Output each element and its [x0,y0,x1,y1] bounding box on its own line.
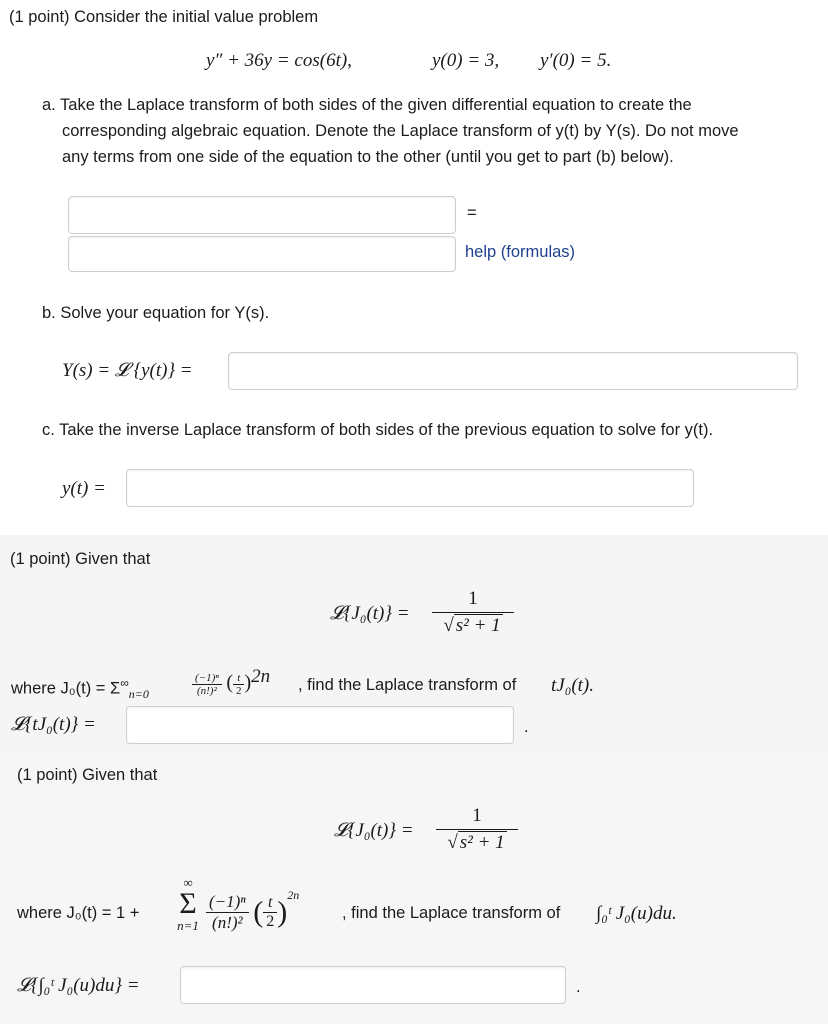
problem3-sum-top: ∞ [183,875,193,890]
yt-answer-input[interactable] [126,469,694,507]
part-a-line3: any terms from one side of the equation to the other (until you get to part (b) below). [62,148,674,166]
problem3-paren-den: 2 [266,913,275,931]
problem2-sum-top: ∞ [120,676,129,690]
sigma-icon: Σ [179,887,197,920]
part-b-text: b. Solve your equation for Y(s). [42,304,270,322]
problem3-find-expr: ∫₀ᵗ J₀(u)du. [596,903,677,924]
sqrt-icon: √ [447,832,458,853]
problem2-given-den: s² + 1 [455,615,501,636]
problem3-where-prefix: where J₀(t) = 1 + [17,904,140,922]
sqrt-icon: √ [443,615,454,636]
problem3-frac-num: (−1)ⁿ [206,892,249,913]
problem2-given-fraction [432,588,514,637]
ode-equation: y″ + 36y = cos(6t), [206,50,352,71]
problem2-given-num: 1 [432,588,514,613]
problem2-paren-num: t [233,672,245,685]
part-b-label: Y(s) = 𝓛 {y(t)} = [62,360,193,381]
part-a-line1: a. Take the Laplace transform of both sides of the given differential equation to create the [42,96,692,114]
problem3-sum-bottom: n=1 [177,918,199,933]
part-c-text: c. Take the inverse Laplace transform of both sides of the previous equation to solve for y(t). [42,421,714,439]
problem3-paren-num: t [263,894,277,913]
problem3-find-text: , find the Laplace transform of [342,904,561,922]
problem3-where-fraction: $\frac{\text{(−1)ⁿ}}{\text{(n!)²}}$ ( $\frac{t}{2}$ )$^{2n}$ [206,888,299,933]
problem2-header: (1 point) Given that [10,550,151,568]
laplace-rhs-input[interactable] [68,236,456,272]
help-formulas-link[interactable]: help (formulas) [465,243,576,261]
part-c-label: y(t) = [62,478,106,499]
problem2-period: . [524,718,529,736]
problem3-given-den: s² + 1 [459,832,505,853]
problem2-sum-bottom: n=0 [128,686,149,701]
problem3-header: (1 point) Given that [17,766,158,784]
problem2-paren-den: 2 [235,684,242,697]
problem3-answer-label: 𝓛{∫₀ᵗ J₀(u)du} = [17,975,140,996]
problem2-exponent: 2n [251,666,271,687]
ys-answer-input[interactable] [228,352,798,390]
problem3-given-num: 1 [436,805,518,830]
problem3-period: . [576,978,581,996]
part-a-line2: corresponding algebraic equation. Denote the Laplace transform of y(t) by Y(s). Do not move [62,122,739,140]
problem2-frac-den: (n!)² [196,684,217,697]
problem2-given-lhs: 𝓛{J₀(t)} = [330,603,410,624]
initial-condition-yprime: y′(0) = 5. [540,50,612,71]
problem3-frac-den: (n!)² [212,913,243,933]
problem3-given-fraction [436,805,518,854]
problem3-given-lhs: 𝓛{J₀(t)} = [334,820,414,841]
problem2-answer-label: 𝓛{tJ₀(t)} = [11,714,96,735]
problem2-frac-num: (−1)ⁿ [192,672,222,685]
problem2-where-prefix: where $J_0(t) = \Sigma^\infty_{n=0}$ [11,676,149,701]
problem2-answer-input[interactable] [126,706,514,744]
initial-condition-y: y(0) = 3, [432,50,500,71]
equals-sign: = [467,204,477,222]
problem3-answer-input[interactable] [180,966,566,1004]
problem2-where-fraction: $\frac{\text{(−1)ⁿ}}{\text{(n!)²}}$ ( $\frac{t}{2}$ )$^{2n}$ [192,666,270,697]
problem2-find-expr: tJ₀(t). [551,675,595,696]
problem3-sum [176,876,200,932]
problem2-find-text: , find the Laplace transform of [298,676,517,694]
problem3-exponent: 2n [287,888,300,902]
laplace-lhs-input[interactable] [68,196,456,234]
problem1-header: (1 point) Consider the initial value problem [9,8,319,26]
